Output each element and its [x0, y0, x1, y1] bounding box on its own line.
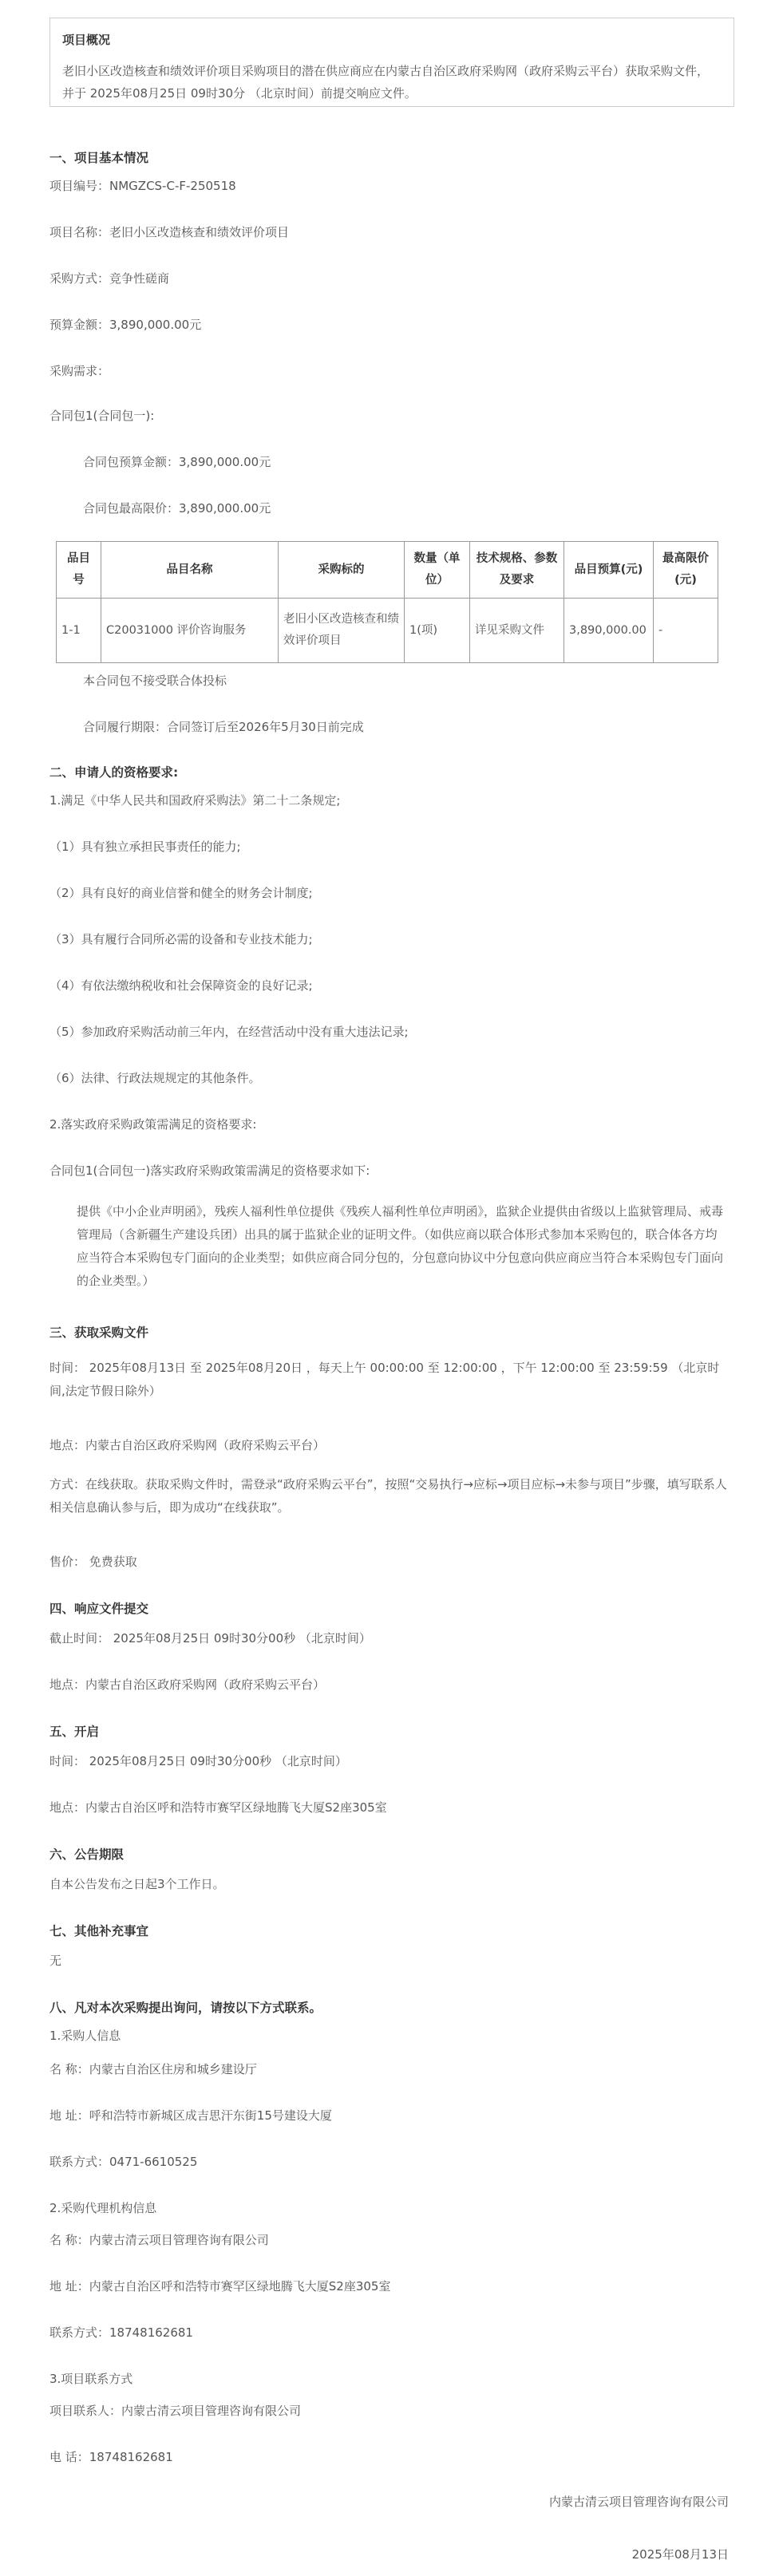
overview-text: 老旧小区改造核查和绩效评价项目采购项目的潜在供应商应在内蒙古自治区政府采购网（政府采购云平台）获取采购文件，并于 2025年08月25日 09时30分 （北京时间）前提交响应文件。	[62, 64, 710, 101]
table-header: 品目名称	[101, 542, 279, 599]
table-header: 技术规格、参数及要求	[470, 542, 564, 599]
table-header: 品目号	[57, 542, 101, 599]
buyer-info-title: 1.采购人信息	[49, 2029, 121, 2043]
table-header: 最高限价(元)	[654, 542, 718, 599]
budget-amount: 预算金额：3,890,000.00元	[49, 318, 202, 332]
acquisition-method: 方式：在线获取。获取采购文件时，需登录“政府采购云平台”，按照“交易执行→应标→项目应标→未参与项目”步骤，填写联系人相关信息确认参与后，即为成功“在线获取”。	[49, 1477, 727, 1515]
submission-place: 地点：内蒙古自治区政府采购网（政府采购云平台）	[49, 1677, 326, 1692]
policy-requirements: 2.落实政府采购政策需满足的资格要求:	[49, 1117, 257, 1132]
table-row	[57, 599, 718, 663]
qualification-item: （2）具有良好的商业信誉和健全的财务会计制度;	[49, 886, 313, 900]
lot-budget: 合同包预算金额：3,890,000.00元	[83, 455, 271, 469]
buyer-address: 地 址：呼和浩特市新城区成吉思汗东街15号建设大厦	[49, 2108, 332, 2123]
contract-lot: 合同包1(合同包一):	[49, 409, 155, 423]
document-price: 售价： 免费获取	[49, 1555, 137, 1569]
section7-heading: 七、其他补充事宜	[49, 1924, 149, 1938]
project-overview-box	[49, 18, 734, 107]
table-cell: 3,890,000.00	[564, 599, 654, 663]
contract-term: 合同履行期限：合同签订后至2026年5月30日前完成	[83, 720, 364, 734]
opening-time: 时间： 2025年08月25日 09时30分00秒 （北京时间）	[49, 1754, 347, 1768]
submission-deadline: 截止时间： 2025年08月25日 09时30分00秒 （北京时间）	[49, 1631, 371, 1646]
procurement-items-table	[56, 541, 718, 663]
project-contact-phone: 电 话：18748162681	[49, 2450, 173, 2464]
table-cell: 老旧小区改造核查和绩效评价项目	[279, 599, 405, 663]
table-header-row	[57, 542, 718, 599]
buyer-name: 名 称：内蒙古自治区住房和城乡建设厅	[49, 2062, 257, 2076]
overview-title: 项目概况	[62, 33, 111, 47]
qualification-law: 1.满足《中华人民共和国政府采购法》第二十二条规定;	[49, 793, 341, 808]
table-cell: -	[654, 599, 718, 663]
table-cell: 详见采购文件	[470, 599, 564, 663]
footer-company: 内蒙古清云项目管理咨询有限公司	[548, 2495, 729, 2509]
qualification-item: （1）具有独立承担民事责任的能力;	[49, 840, 241, 854]
buyer-contact: 联系方式：0471-6610525	[49, 2155, 198, 2169]
qualification-item: （3）具有履行合同所必需的设备和专业技术能力;	[49, 932, 313, 946]
section8-heading: 八、凡对本次采购提出询问，请按以下方式联系。	[49, 2001, 322, 2015]
section4-heading: 四、响应文件提交	[49, 1602, 149, 1616]
agency-info-title: 2.采购代理机构信息	[49, 2201, 157, 2215]
table-cell: 1(项)	[405, 599, 470, 663]
qualification-item: （4）有依法缴纳税收和社会保障资金的良好记录;	[49, 978, 313, 993]
agency-address: 地 址：内蒙古自治区呼和浩特市赛罕区绿地腾飞大厦S2座305室	[49, 2279, 391, 2294]
procurement-demand: 采购需求：	[49, 364, 110, 378]
agency-contact: 联系方式：18748162681	[49, 2325, 193, 2340]
footer-date: 2025年08月13日	[631, 2547, 729, 2562]
opening-place: 地点：内蒙古自治区呼和浩特市赛罕区绿地腾飞大厦S2座305室	[49, 1800, 387, 1815]
section5-heading: 五、开启	[49, 1725, 100, 1739]
project-contact-title: 3.项目联系方式	[49, 2372, 133, 2386]
section2-heading: 二、申请人的资格要求:	[49, 765, 179, 780]
qualification-item: （5）参加政府采购活动前三年内，在经营活动中没有重大违法记录;	[49, 1025, 409, 1039]
table-header: 采购标的	[279, 542, 405, 599]
project-name: 项目名称：老旧小区改造核查和绩效评价项目	[49, 225, 290, 239]
other-matters: 无	[49, 1954, 62, 1968]
table-header: 品目预算(元)	[564, 542, 654, 599]
table-cell: 1-1	[57, 599, 101, 663]
announcement-period: 自本公告发布之日起3个工作日。	[49, 1877, 225, 1891]
section1-heading: 一、项目基本情况	[49, 151, 149, 165]
section3-heading: 三、获取采购文件	[49, 1326, 149, 1340]
section6-heading: 六、公告期限	[49, 1847, 125, 1862]
no-joint-bid-note: 本合同包不接受联合体投标	[83, 674, 227, 688]
policy-lot-requirements: 合同包1(合同包一)落实政府采购政策需满足的资格要求如下:	[49, 1164, 370, 1178]
agency-name: 名 称：内蒙古清云项目管理咨询有限公司	[49, 2233, 269, 2247]
table-header: 数量（单位）	[405, 542, 470, 599]
lot-max-price: 合同包最高限价：3,890,000.00元	[83, 501, 271, 516]
project-number: 项目编号：NMGZCS-C-F-250518	[49, 179, 236, 193]
qualification-item: （6）法律、行政法规规定的其他条件。	[49, 1071, 261, 1085]
policy-text: 提供《中小企业声明函》，残疾人福利性单位提供《残疾人福利性单位声明函》，监狱企业提供由省级以上监狱管理局、戒毒管理局（含新疆生产建设兵团）出具的属于监狱企业的证明文件。（如供应商以联合体形式参加本采购包的，联合体各方均应当符合本采购包专门面向的企业类型；如供应商合同分包的，分包意向协议中分包意向供应商应当符合本采购包专门面向的企业类型。）	[77, 1204, 724, 1288]
acquisition-place: 地点：内蒙古自治区政府采购网（政府采购云平台）	[49, 1438, 326, 1452]
procurement-method: 采购方式：竞争性磋商	[49, 271, 170, 286]
acquisition-time: 时间： 2025年08月13日 至 2025年08月20日 ，每天上午 00:00:00 至 12:00:00 ，下午 12:00:00 至 23:59:59 （北京时间,法定节假日除外）	[49, 1361, 720, 1398]
table-cell: C20031000 评价咨询服务	[101, 599, 279, 663]
project-contact-person: 项目联系人：内蒙古清云项目管理咨询有限公司	[49, 2404, 302, 2418]
